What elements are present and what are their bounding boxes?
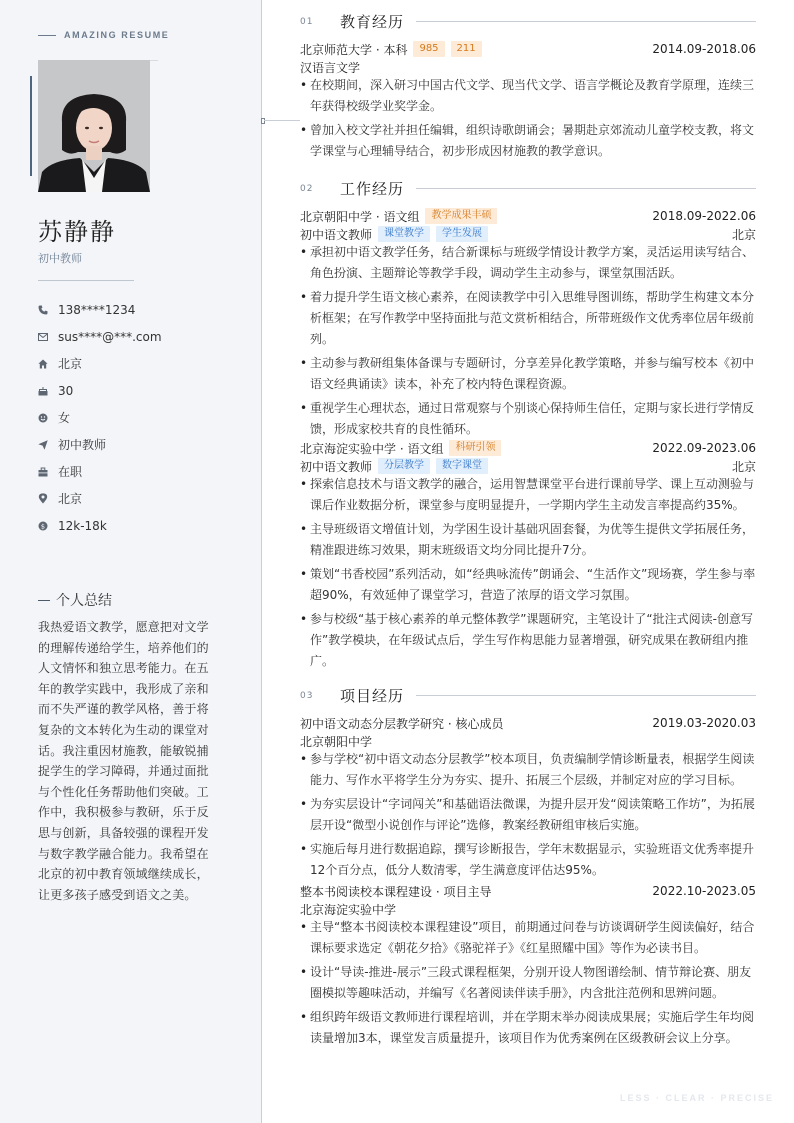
list-item: • 探索信息技术与语文教学的融合，运用智慧课堂平台进行课前导学、课上互动测验与课后作业数据分析，课堂参与度明显提升，一学期内学生主动发言率提高约35%。 <box>300 474 756 516</box>
section-title: 工作经历 <box>340 180 405 198</box>
date-range: 2018.09-2022.06 <box>652 209 756 223</box>
date-range: 2022.09-2023.06 <box>652 441 756 455</box>
section-title: 项目经历 <box>340 687 405 705</box>
info-email <box>38 323 162 350</box>
footer-watermark: LESS · CLEAR · PRECISE <box>619 1093 774 1103</box>
education-bullets <box>300 75 756 164</box>
portrait-image <box>38 60 150 192</box>
job-bullets <box>300 474 756 674</box>
face-icon <box>38 413 58 423</box>
section-rule <box>416 695 756 696</box>
list-item: • 设计“导读-推进-展示”三段式课程框架，分别开设人物图谱绘制、情节辩论赛、朋友圈模拟等趣味活动，并编写《名著阅读伴读手册》，内含批注范例和思辨问题。 <box>300 962 756 1004</box>
date-range: 2019.03-2020.03 <box>652 716 756 730</box>
job-bullets <box>300 242 756 442</box>
job-value: 初中教师 <box>58 438 107 452</box>
list-item: • 参与学校“初中语文动态分层教学”校本项目，负责编制学情诊断量表，根据学生阅读能力、写作水平将学生分为夯实、提升、拓展三个层级，并制定对应的学习目标。 <box>300 749 756 791</box>
job-entry <box>300 439 756 457</box>
date-range: 2022.10-2023.05 <box>652 884 756 898</box>
list-item: • 策划“书香校园”系列活动，如“经典咏流传”朗诵会、“生活作文”现场赛，学生参与率超90%，有效延伸了课堂学习，营造了浓厚的语文学习氛围。 <box>300 564 756 606</box>
section-number: 03 <box>300 690 314 701</box>
project-entry <box>300 714 756 732</box>
info-location <box>38 485 162 512</box>
summary-dash <box>38 600 50 601</box>
money-icon <box>38 521 58 531</box>
section-work-header <box>300 178 756 199</box>
briefcase-icon <box>38 467 58 477</box>
job-position: 初中语文教师 <box>300 459 373 474</box>
info-gender <box>38 404 162 431</box>
job-city: 北京 <box>731 459 756 474</box>
major-name: 汉语言文学 <box>300 60 361 75</box>
tag-badge: 教学成果丰硕 <box>425 208 497 224</box>
home-icon <box>38 359 58 369</box>
job-org: 北京海淀实验中学 · 语文组 <box>300 441 444 456</box>
list-item: • 实施后每月进行数据追踪，撰写诊断报告，学年末数据显示，实验班语文优秀率提升12个百分点，低分人数清零，学生满意度评估达95%。 <box>300 839 756 881</box>
tag-badge: 985 <box>413 41 444 57</box>
job-org: 北京朝阳中学 · 语文组 <box>300 209 420 224</box>
list-item: • 着力提升学生语文核心素养，在阅读教学中引入思维导图训练，帮助学生构建文本分析框架；在写作教学中坚持面批与范文赏析相结合，所带班级作文优秀率位居年级前列。 <box>300 287 756 350</box>
location-icon <box>38 493 58 504</box>
tag-badge: 课堂教学 <box>378 226 430 242</box>
project-org-line <box>300 900 756 918</box>
section-rule <box>416 188 756 189</box>
tag-badge: 数字课堂 <box>436 458 488 474</box>
project-entry <box>300 882 756 900</box>
list-item: • 承担初中语文教学任务，结合新课标与班级学情设计教学方案，灵活运用读写结合、角色扮演、主题辩论等教学手段，调动学生主动参与，课堂氛围活跃。 <box>300 242 756 284</box>
home-value: 北京 <box>58 357 83 371</box>
tag-badge: 学生发展 <box>436 226 488 242</box>
job-city: 北京 <box>731 227 756 242</box>
summary-title: 个人总结 <box>56 593 112 609</box>
section-number: 02 <box>300 183 314 194</box>
edge-marker <box>261 118 265 124</box>
education-major <box>300 58 756 76</box>
section-education-header <box>300 11 756 32</box>
project-name: 整本书阅读校本课程建设 · 项目主导 <box>300 884 492 899</box>
age-value: 30 <box>58 383 74 398</box>
phone-value: 138****1234 <box>58 302 136 317</box>
info-home <box>38 350 162 377</box>
education-entry <box>300 40 756 58</box>
project-org: 北京朝阳中学 <box>300 734 373 749</box>
contact-info <box>38 296 162 539</box>
job-position-line <box>300 225 756 243</box>
profile-name: 苏静静 <box>38 218 116 246</box>
list-item: • 曾加入校文学社并担任编辑，组织诗歌朗诵会；暑期赴京郊流动儿童学校支教，将文学课堂与心理辅导结合，初步形成因材施教的教学意识。 <box>300 120 756 162</box>
list-item: • 参与校级“基于核心素养的单元整体教学”课题研究，主笔设计了“批注式阅读-创意写作”教学模块，在年级试点后，学生写作构思能力显著增强，研究成果在教研组内推广。 <box>300 609 756 672</box>
tag-badge: 211 <box>451 41 482 57</box>
info-salary <box>38 512 162 539</box>
salary-value: 12k-18k <box>58 518 107 533</box>
svg-text:$: $ <box>40 521 46 530</box>
section-number: 01 <box>300 16 314 27</box>
project-org-line <box>300 732 756 750</box>
school-name: 北京师范大学 · 本科 <box>300 42 408 57</box>
status-value: 在职 <box>58 465 83 479</box>
project-org: 北京海淀实验中学 <box>300 902 397 917</box>
section-projects-header <box>300 685 756 706</box>
list-item: • 主动参与教研组集体备课与专题研讨，分享差异化教学策略，并参与编写校本《初中语文经典诵读》读本，补充了校内特色课程资源。 <box>300 353 756 395</box>
profile-photo <box>38 60 150 192</box>
photo-accent-bar <box>30 76 32 176</box>
info-age <box>38 377 162 404</box>
project-name: 初中语文动态分层教学研究 · 核心成员 <box>300 716 504 731</box>
sidebar <box>0 0 262 1123</box>
email-value: sus****@***.com <box>58 329 162 344</box>
summary-heading <box>38 590 112 610</box>
section-title: 教育经历 <box>340 13 405 31</box>
send-icon <box>38 440 58 450</box>
mail-icon <box>38 333 58 341</box>
info-status <box>38 458 162 485</box>
project-bullets <box>300 749 756 883</box>
phone-icon <box>38 305 58 315</box>
tag-badge: 分层教学 <box>378 458 430 474</box>
list-item: • 为夯实层设计“字词闯关”和基础语法微课，为提升层开发“阅读策略工作坊”，为拓展层开设“微型小说创作与评论”选修，教案经教研组审核后实施。 <box>300 794 756 836</box>
project-bullets <box>300 917 756 1051</box>
brand-line <box>38 35 56 36</box>
brand <box>38 30 169 40</box>
list-item: • 主导班级语文增值计划，为学困生设计基础巩固套餐，为优等生提供文学拓展任务，精准跟进练习效果，期末班级语文均分同比提升7分。 <box>300 519 756 561</box>
list-item: • 重视学生心理状态，通过日常观察与个别谈心保持师生信任，定期与家长进行学情反馈，形成家校共育的良性循环。 <box>300 398 756 440</box>
profile-role: 初中教师 <box>38 252 82 265</box>
info-job <box>38 431 162 458</box>
gender-value: 女 <box>58 411 71 425</box>
list-item: • 主导“整本书阅读校本课程建设”项目，前期通过问卷与访谈调研学生阅读偏好，结合课标要求选定《朝花夕拾》《骆驼祥子》《红星照耀中国》等作为必读书目。 <box>300 917 756 959</box>
cake-icon <box>38 386 58 396</box>
edge-link-line <box>264 120 300 121</box>
job-position: 初中语文教师 <box>300 227 373 242</box>
summary-text: 我热爱语文教学，愿意把对文学的理解传递给学生，培养他们的人文情怀和独立思考能力。在五年的教学实践中，我形成了亲和而不失严谨的教学风格，善于将复杂的文本转化为生动的课堂对话。我注重因材施教，能敏锐捕捉学生的学习障碍，并通过面批与个性化任务帮助他们突破。工作中，我积极参与教研，乐于反思与创新，具备较强的课程开发与数字教学融合能力。我希望在北京的初中教育领域继续成长，让更多孩子感受到语文之美。 <box>38 620 209 902</box>
job-position-line <box>300 457 756 475</box>
job-entry <box>300 207 756 225</box>
date-range: 2014.09-2018.06 <box>652 42 756 56</box>
list-item: • 组织跨年级语文教师进行课程培训，并在学期末举办阅读成果展；实施后学生年均阅读量增加3本，课堂发言质量提升，该项目作为优秀案例在区级教研会议上分享。 <box>300 1007 756 1049</box>
divider <box>38 280 134 281</box>
info-phone <box>38 296 162 323</box>
brand-text: AMAZING RESUME <box>64 30 170 40</box>
location-value: 北京 <box>58 492 83 506</box>
list-item: • 在校期间，深入研习中国古代文学、现当代文学、语言学概论及教育学原理，连续三年获得校级学业奖学金。 <box>300 75 756 117</box>
tag-badge: 科研引领 <box>449 440 501 456</box>
section-rule <box>416 21 756 22</box>
